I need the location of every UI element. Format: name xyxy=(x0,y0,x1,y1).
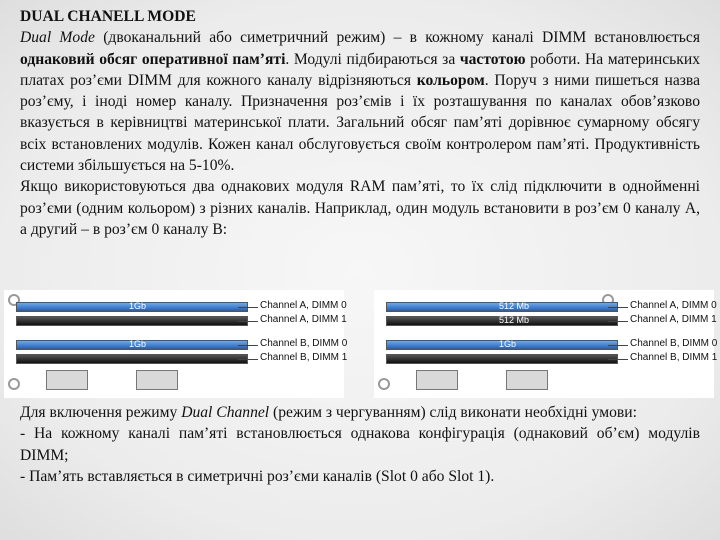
chip xyxy=(136,370,178,390)
module-label: 1Gb xyxy=(129,339,147,349)
mount-hole-icon xyxy=(8,378,20,390)
dimm-slot-a0 xyxy=(16,302,248,312)
p1-text-2: . Модулі підбираються за xyxy=(285,50,460,68)
channel-label: Channel B, DIMM 0 xyxy=(630,338,718,349)
p1-text-1: (двоканальний або симетричний режим) – в кожному каналі DIMM встановлюється xyxy=(94,29,700,47)
dimm-slot-b1 xyxy=(386,354,618,364)
module-label: 512 Mb xyxy=(499,301,530,311)
p1-bold-2: частотою xyxy=(459,50,526,68)
dimm-slot-a0 xyxy=(386,302,618,312)
module-label: 1Gb xyxy=(129,301,147,311)
dimm-diagram-right xyxy=(374,290,718,398)
requirement-item-2: - Пам’ять вставляється в симетричні роз’єми каналів (Slot 0 або Slot 1). xyxy=(20,467,495,485)
p3-text-1: Для включення режиму xyxy=(20,404,182,421)
module-label: 1Gb xyxy=(499,339,517,349)
p1-text-4: . Поруч з ними пишеться назва роз’єму, і іноді номер каналу. Призначення роз’ємів і їх розташування по каналах обов’язково вказується в керівництві материнської плати. Загальний обсяг пам’яті дорівнює сумарному обсягу всіх встановлених модулів. Кожен канал обслуговується своїм контролером пам’яті. Продуктивність системи збільшується на 5-10%. xyxy=(20,71,700,175)
requirements-intro xyxy=(20,402,700,423)
requirement-item-1: - На кожному каналі пам’яті встановлюється однакова конфігурація (однаковий об’єм) модулів DIMM; xyxy=(20,425,700,464)
p3-text-2: (режим з чергуванням) слід виконати необхідні умови: xyxy=(269,404,637,421)
channel-label: Channel A, DIMM 0 xyxy=(260,300,347,311)
p1-text-3: роботи. На материнських платах роз’єми DIMM для кожного каналу відрізняються xyxy=(20,50,700,89)
module-label: 512 Mb xyxy=(499,315,530,325)
p1-bold-1: однаковий обсяг оперативної пам’яті xyxy=(20,50,286,68)
channel-label: Channel A, DIMM 0 xyxy=(630,300,717,311)
channel-label: Channel A, DIMM 1 xyxy=(630,314,717,325)
slide-title: DUAL CHANELL MODE xyxy=(20,8,196,25)
dimm-diagram-left xyxy=(4,290,348,398)
dual-channel-term: Dual Channel xyxy=(181,404,270,421)
channel-label: Channel A, DIMM 1 xyxy=(260,314,347,325)
dimm-slot-b0 xyxy=(386,340,618,350)
chip xyxy=(46,370,88,390)
p1-bold-3: кольором xyxy=(416,71,485,89)
channel-label: Channel B, DIMM 1 xyxy=(630,352,718,363)
dual-mode-term: Dual Mode xyxy=(20,29,95,47)
dimm-slot-b0 xyxy=(16,340,248,350)
dimm-slot-a1 xyxy=(16,316,248,326)
dimm-slot-a1 xyxy=(386,316,618,326)
paragraph-dual-mode xyxy=(20,27,700,176)
dimm-slot-b1 xyxy=(16,354,248,364)
mount-hole-icon xyxy=(378,378,390,390)
paragraph-installation: Якщо використовуються два однакових модуля RAM пам’яті, то їх слід підключити в однойменні роз’єми (одним кольором) з різних каналів. Наприклад, один модуль встановити в роз’єм 0 каналу А, а другий – в роз’єм 0 каналу B: xyxy=(20,178,700,238)
chip xyxy=(506,370,548,390)
main-text xyxy=(20,6,700,240)
requirements-text xyxy=(20,402,700,487)
channel-label: Channel B, DIMM 1 xyxy=(260,352,348,363)
chip xyxy=(416,370,458,390)
channel-label: Channel B, DIMM 0 xyxy=(260,338,348,349)
